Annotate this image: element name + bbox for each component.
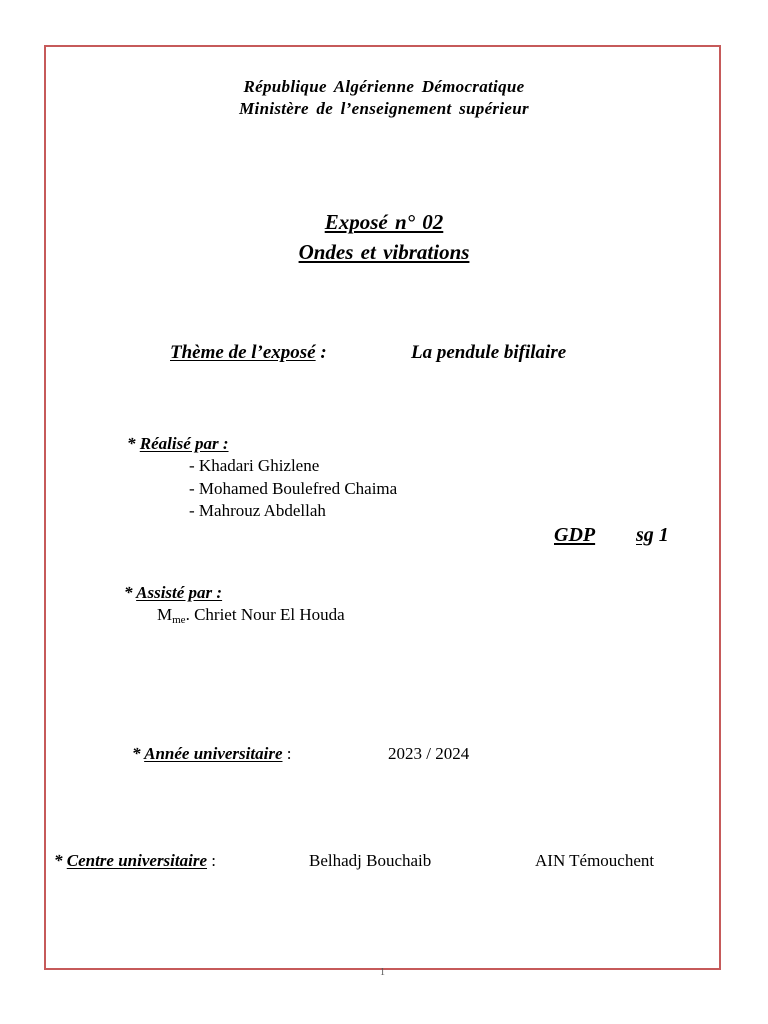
assistant-title: M [157,605,173,624]
title-subject-text: Ondes et vibrations [298,240,470,264]
theme-label-row [170,342,327,364]
centre-city: AIN Témouchent [535,851,655,870]
title-expose [0,210,768,235]
theme-label: Thème de l’exposé [170,342,316,363]
header-ministry: Ministère de l’enseignement supérieur [239,99,529,118]
theme-colon: : [315,342,327,363]
centre-colon: : [207,851,216,870]
member-1: - Khadari Ghizlene [189,456,320,475]
member-3: - Mahrouz Abdellah [189,501,326,520]
group-subgroup: sg 1 [636,524,669,546]
header-republic: République Algérienne Démocratique [243,77,525,96]
centre-label: Centre universitaire [66,851,208,870]
page-number: 1 [380,967,385,978]
assistant-name-row [157,605,345,626]
group-name [554,524,595,547]
group-name-text: GDP [554,524,596,546]
page-border [44,45,721,970]
title-subject [0,240,768,265]
assiste-label: Assisté par : [136,583,223,602]
realise-heading [127,434,229,454]
centre-name: Belhadj Bouchaib [309,851,432,870]
annee-heading [132,744,291,764]
subgroup-underline-mark [636,544,642,545]
theme-value: La pendule bifilaire [411,342,567,363]
member-2: - Mohamed Boulefred Chaima [189,479,398,498]
annee-value: 2023 / 2024 [388,744,470,763]
annee-label: Année universitaire [144,744,283,763]
annee-colon: : [282,744,292,763]
realise-star: * [127,434,140,453]
centre-heading [54,851,216,871]
assiste-heading [124,583,222,603]
assiste-star: * [124,583,137,602]
assistant-name: . Chriet Nour El Houda [185,605,345,624]
title-expose-text: Exposé n° 02 [324,210,444,234]
assistant-title-sub: me [172,614,186,626]
annee-star: * [132,744,145,763]
realise-label: Réalisé par : [139,434,229,453]
centre-star: * [54,851,67,870]
